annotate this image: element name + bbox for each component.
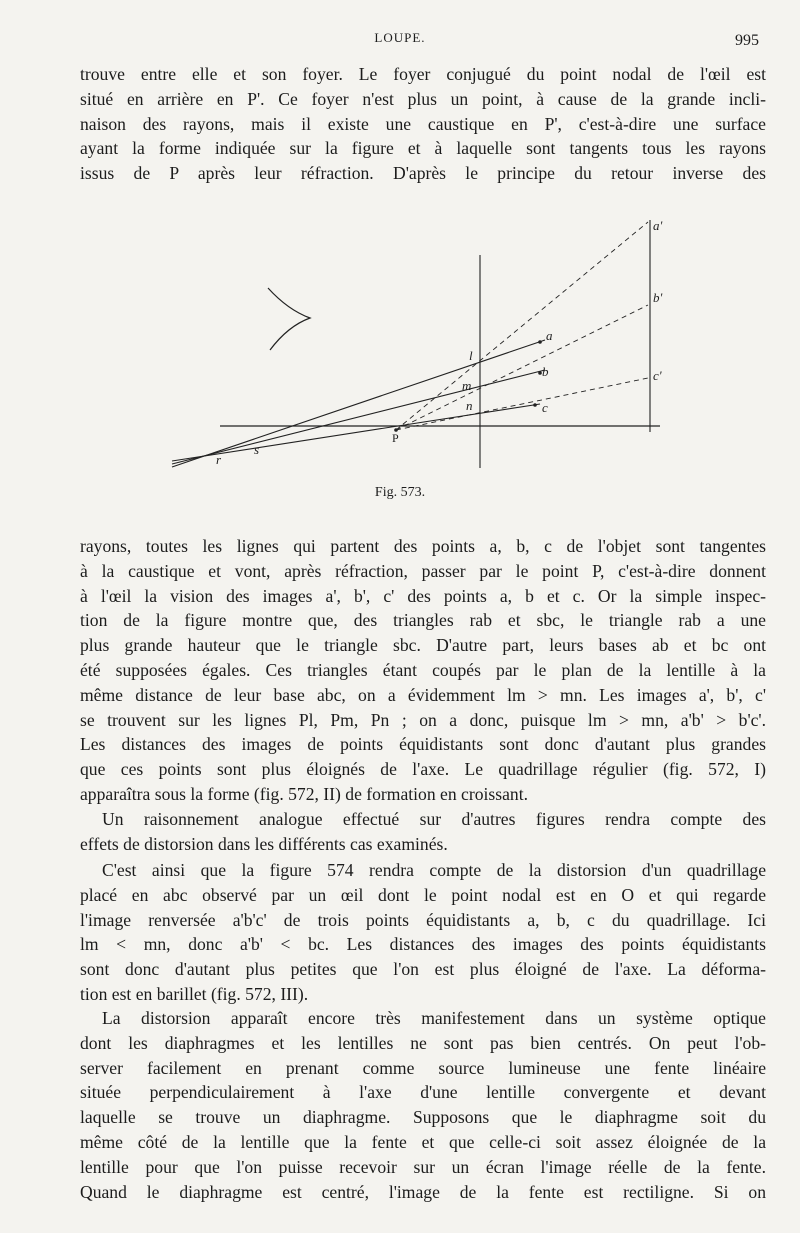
paragraph-2 <box>80 807 766 857</box>
text-line: server facilement en prenant comme source lumineuse une fente linéaire <box>80 1057 766 1078</box>
label-a: a <box>546 328 553 343</box>
figure-573-diagram <box>160 210 680 480</box>
text-line: effets de distorsion dans les différents cas examinés. <box>80 833 448 854</box>
label-b-prime: b' <box>653 290 663 305</box>
paragraph-4 <box>80 1006 766 1204</box>
text-line: La distorsion apparaît encore très manifestement dans un système optique <box>102 1008 766 1028</box>
dashed-ray-b-prime <box>396 305 648 430</box>
text-line: ayant la forme indiquée sur la figure et à laquelle sont tangents tous les rayons <box>80 138 766 159</box>
text-line: placé en abc observé par un œil dont le point nodal est en O et qui regarde <box>80 884 766 905</box>
text-line: se trouvent sur les lignes Pl, Pm, Pn ; on a donc, puisque lm > mn, a'b' > b'c'. <box>80 709 766 730</box>
top-paragraph <box>80 62 766 186</box>
text-line: lm < mn, donc a'b' < bc. Les distances des images des points équidistants <box>80 934 766 955</box>
text-line: C'est ainsi que la figure 574 rendra compte de la distorsion d'un quadrillage <box>102 860 766 880</box>
page-number: 995 <box>735 32 759 49</box>
text-line: naison des rayons, mais il existe une caustique en P', c'est-à-dire une surface <box>80 113 766 134</box>
text-line: été supposées égales. Ces triangles étant coupés par le plan de la lentille à la <box>80 659 766 680</box>
label-P: P <box>392 431 399 445</box>
text-line: plus grande hauteur que le triangle sbc. D'autre part, leurs bases ab et bc ont <box>80 635 766 656</box>
text-line: situé en arrière en P'. Ce foyer n'est plus un point, à cause de la grande incli- <box>80 88 766 109</box>
text-line: apparaîtra sous la forme (fig. 572, II) de formation en croissant. <box>80 783 528 804</box>
text-line: trouve entre elle et son foyer. Le foyer conjugué du point nodal de l'œil est <box>80 64 766 84</box>
ray-from-c <box>172 404 540 461</box>
paragraph-3 <box>80 858 766 1007</box>
figure-caption: Fig. 573. <box>374 485 426 500</box>
ray-from-a <box>172 340 545 467</box>
text-line: même côté de la lentille que la fente et que celle-ci soit assez éloignée de la <box>80 1131 766 1152</box>
label-a-prime: a' <box>653 218 663 233</box>
caustic-curve <box>268 288 310 350</box>
label-m: m <box>462 378 472 393</box>
text-line: tion est en barillet (fig. 572, III). <box>80 983 309 1004</box>
text-line: rayons, toutes les lignes qui partent des points a, b, c de l'objet sont tangentes <box>80 536 766 556</box>
running-header: LOUPE. <box>374 30 426 45</box>
dashed-ray-a-prime <box>396 222 648 430</box>
text-line: Un raisonnement analogue effectué sur d'autres figures rendra compte des <box>102 809 766 829</box>
label-s: s <box>254 442 260 457</box>
text-line: située perpendiculairement à l'axe d'une lentille convergente et devant <box>80 1082 766 1103</box>
text-line: lentille pour que l'on puisse recevoir sur un écran l'image réelle de la fente. <box>80 1156 766 1177</box>
text-line: l'image renversée a'b'c' de trois points équidistants a, b, c du quadrillage. Ici <box>80 909 766 930</box>
label-r: r <box>216 452 222 467</box>
label-b: b <box>542 364 549 379</box>
text-line: issus de P après leur réfraction. D'après le principe du retour inverse des <box>80 163 766 184</box>
label-c-prime: c' <box>653 368 662 383</box>
text-line: que ces points sont plus éloignés de l'axe. Le quadrillage régulier (fig. 572, I) <box>80 759 766 780</box>
label-n: n <box>466 398 473 413</box>
text-line: dont les diaphragmes et les lentilles ne sont pas bien centrés. On peut l'ob- <box>80 1032 766 1053</box>
text-line: laquelle se trouve un diaphragme. Supposons que le diaphragme soit du <box>80 1107 766 1128</box>
label-c: c <box>542 400 548 415</box>
text-line: sont donc d'autant plus petites que l'on est plus éloigné de l'axe. La déforma- <box>80 959 766 980</box>
paragraph-1 <box>80 534 766 807</box>
text-line: Quand le diaphragme est centré, l'image de la fente est rectiligne. Si on <box>80 1181 766 1202</box>
text-line: à la caustique et vont, après réfraction, passer par le point P, c'est-à-dire donnent <box>80 560 766 581</box>
text-line: tion de la figure montre que, des triangles rab et sbc, le triangle rab a une <box>80 610 766 631</box>
text-line: à l'œil la vision des images a', b', c' des points a, b et c. Or la simple inspec- <box>80 585 766 606</box>
label-l: l <box>469 348 473 363</box>
text-line: même distance de leur base abc, on a évidemment lm > mn. Les images a', b', c' <box>80 684 766 705</box>
dashed-ray-c-prime <box>396 378 648 430</box>
text-line: Les distances des images de points équidistants sont donc d'autant plus grandes <box>80 734 766 755</box>
